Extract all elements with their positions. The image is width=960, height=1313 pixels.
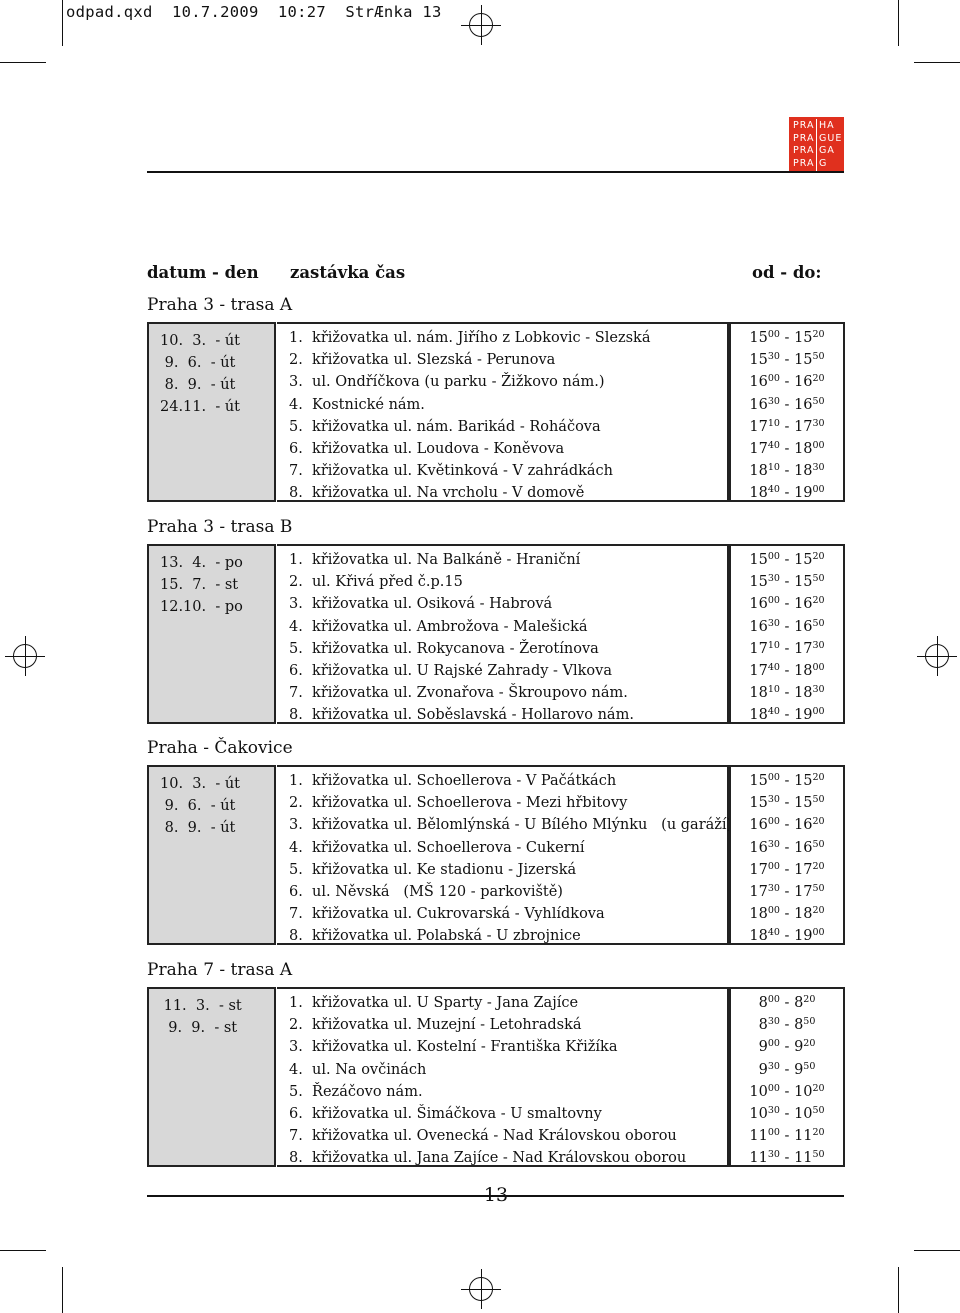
time-range: [731, 1125, 843, 1147]
time-range: [731, 837, 843, 859]
start-hour: 9: [758, 1061, 768, 1078]
time-range: [731, 925, 843, 947]
time-dash: -: [779, 618, 795, 635]
registration-mark: [13, 644, 37, 668]
end-hour: 18: [794, 685, 813, 702]
stop-item: 4. ul. Na ovčinách: [289, 1061, 427, 1078]
start-hour: 10: [749, 1083, 768, 1100]
stop-item: 4. křižovatka ul. Ambrožova - Malešická: [289, 618, 588, 635]
start-minute: 30: [767, 395, 780, 407]
stop-list: [277, 322, 729, 502]
end-hour: 11: [794, 1150, 813, 1167]
start-minute: 10: [767, 639, 780, 651]
end-minute: 20: [812, 551, 825, 562]
start-hour: 15: [749, 330, 768, 346]
stop-list: [277, 544, 729, 724]
end-minute: 30: [812, 462, 825, 474]
time-range: [731, 1147, 843, 1169]
start-minute: 00: [767, 860, 780, 872]
crop-mark: [914, 1250, 960, 1251]
header-date-day: datum - den: [147, 263, 259, 282]
header-from-to: od - do:: [752, 263, 822, 282]
start-minute: 00: [767, 1127, 780, 1139]
end-minute: 20: [812, 772, 825, 783]
collection-date: 11. 3. - st: [159, 998, 242, 1014]
date-box: [147, 544, 276, 724]
stop-item: 8. křižovatka ul. Na vrcholu - V domově: [289, 485, 585, 502]
start-minute: 30: [767, 794, 780, 806]
praha-logo: PRA PRA PRA PRA HA GUE GA G: [789, 117, 844, 173]
start-minute: 30: [767, 838, 780, 850]
start-minute: 10: [767, 462, 780, 474]
end-hour: 15: [794, 330, 813, 346]
start-minute: 40: [767, 706, 780, 718]
collection-date: 13. 4. - po: [160, 555, 243, 571]
time-range: [731, 1059, 843, 1081]
stop-list: [277, 987, 729, 1167]
crop-mark: [898, 0, 899, 46]
time-range: [731, 660, 843, 682]
collection-date: 9. 6. - út: [160, 798, 236, 814]
start-minute: 00: [767, 551, 780, 562]
end-minute: 20: [803, 1038, 816, 1050]
end-minute: 30: [812, 684, 825, 696]
start-minute: 40: [767, 484, 780, 496]
date-box: [147, 322, 276, 502]
time-range: [731, 770, 843, 792]
end-hour: 18: [794, 463, 813, 480]
end-hour: 8: [794, 1017, 804, 1034]
start-hour: 17: [749, 884, 768, 901]
stop-item: 4. křižovatka ul. Schoellerova - Cukerní: [289, 839, 585, 856]
time-dash: -: [779, 817, 795, 834]
start-minute: 10: [767, 417, 780, 429]
time-range: [731, 482, 843, 504]
time-dash: -: [779, 861, 795, 878]
start-hour: 18: [749, 485, 768, 502]
start-minute: 00: [767, 772, 780, 783]
start-hour: 16: [749, 374, 768, 391]
time-range: [731, 1036, 843, 1058]
end-hour: 16: [794, 396, 813, 413]
crop-mark: [0, 62, 46, 63]
end-minute: 50: [812, 1105, 825, 1117]
time-range: [731, 571, 843, 593]
section-title: Praha 3 - trasa A: [147, 295, 293, 315]
start-hour: 17: [749, 418, 768, 435]
time-range: [731, 903, 843, 925]
start-minute: 00: [767, 816, 780, 828]
start-hour: 15: [749, 552, 768, 568]
time-dash: -: [779, 1128, 795, 1145]
stop-item: 4. Kostnické nám.: [289, 396, 425, 413]
end-hour: 8: [794, 995, 804, 1011]
start-minute: 30: [767, 351, 780, 363]
collection-date: 24.11. - út: [160, 399, 241, 415]
stop-item: 1. křižovatka ul. nám. Jiřího z Lobkovic - Slezská: [289, 330, 651, 346]
time-range: [731, 1081, 843, 1103]
end-minute: 50: [812, 351, 825, 363]
time-dash: -: [779, 663, 795, 680]
time-dash: -: [779, 795, 795, 812]
stop-item: 6. křižovatka ul. U Rajské Zahrady - Vlkova: [289, 663, 613, 680]
crop-mark: [62, 1267, 63, 1313]
time-dash: -: [779, 1061, 795, 1078]
stop-item: 1. křižovatka ul. Na Balkáně - Hraniční: [289, 552, 581, 568]
start-minute: 10: [767, 684, 780, 696]
collection-date: 15. 7. - st: [160, 577, 239, 593]
time-range: [731, 992, 843, 1014]
time-dash: -: [779, 441, 795, 458]
time-range: [731, 1103, 843, 1125]
stop-item: 2. křižovatka ul. Muzejní - Letohradská: [289, 1017, 582, 1034]
start-minute: 40: [767, 662, 780, 674]
end-minute: 50: [812, 617, 825, 629]
stop-item: 2. křižovatka ul. Schoellerova - Mezi hřbitovy: [289, 795, 628, 812]
time-dash: -: [779, 995, 795, 1011]
end-minute: 50: [803, 1016, 816, 1028]
end-hour: 19: [794, 707, 813, 724]
time-dash: -: [779, 374, 795, 391]
time-dash: -: [779, 396, 795, 413]
time-dash: -: [779, 1039, 795, 1056]
end-minute: 50: [812, 573, 825, 585]
end-hour: 16: [794, 618, 813, 635]
crop-mark: [898, 1267, 899, 1313]
start-hour: 18: [749, 928, 768, 945]
start-hour: 18: [749, 463, 768, 480]
end-minute: 50: [812, 395, 825, 407]
section-title: Praha 7 - trasa A: [147, 960, 293, 980]
start-minute: 00: [767, 994, 780, 1005]
stop-item: 8. křižovatka ul. Jana Zajíce - Nad Královskou oborou: [289, 1150, 687, 1167]
start-hour: 16: [749, 618, 768, 635]
stop-item: 8. křižovatka ul. Polabská - U zbrojnice: [289, 928, 581, 945]
end-hour: 18: [794, 441, 813, 458]
collection-date: 10. 3. - út: [160, 333, 241, 349]
end-hour: 17: [794, 640, 813, 657]
time-dash: -: [779, 485, 795, 502]
start-hour: 16: [749, 596, 768, 613]
time-range: [731, 438, 843, 460]
time-range: [731, 638, 843, 660]
start-hour: 17: [749, 640, 768, 657]
start-hour: 18: [749, 906, 768, 923]
time-range: [731, 416, 843, 438]
date-box: [147, 987, 276, 1167]
registration-mark: [469, 1277, 493, 1301]
time-dash: -: [779, 928, 795, 945]
time-dash: -: [779, 463, 795, 480]
end-minute: 00: [812, 440, 825, 452]
section-title: Praha 3 - trasa B: [147, 517, 293, 537]
start-hour: 17: [749, 663, 768, 680]
time-range: [731, 1014, 843, 1036]
stop-item: 3. ul. Ondříčkova (u parku - Žižkovo nám.): [289, 374, 605, 391]
start-hour: 8: [758, 995, 768, 1011]
collection-date: 8. 9. - út: [160, 377, 236, 393]
time-dash: -: [779, 884, 795, 901]
end-hour: 11: [794, 1128, 813, 1145]
end-hour: 15: [794, 552, 813, 568]
stop-item: 2. křižovatka ul. Slezská - Perunova: [289, 352, 556, 369]
time-range: [731, 616, 843, 638]
end-hour: 17: [794, 418, 813, 435]
end-hour: 16: [794, 839, 813, 856]
stop-item: 6. křižovatka ul. Loudova - Koněvova: [289, 441, 565, 458]
collection-date: 9. 6. - út: [160, 355, 236, 371]
stop-item: 5. křižovatka ul. nám. Barikád - Roháčova: [289, 418, 601, 435]
end-minute: 30: [812, 639, 825, 651]
start-hour: 15: [749, 352, 768, 369]
section-title: Praha - Čakovice: [147, 738, 293, 758]
end-minute: 00: [812, 706, 825, 718]
time-range: [731, 704, 843, 726]
time-dash: -: [779, 707, 795, 724]
stop-item: 5. křižovatka ul. Ke stadionu - Jizerská: [289, 861, 577, 878]
start-hour: 16: [749, 839, 768, 856]
start-hour: 16: [749, 817, 768, 834]
start-hour: 18: [749, 707, 768, 724]
end-minute: 30: [812, 417, 825, 429]
time-dash: -: [779, 906, 795, 923]
collection-date: 10. 3. - út: [160, 776, 241, 792]
start-minute: 30: [767, 883, 780, 895]
stop-item: 7. křižovatka ul. Zvonařova - Škroupovo nám.: [289, 685, 628, 702]
stop-item: 2. ul. Křivá před č.p.15: [289, 574, 463, 591]
end-minute: 50: [812, 1149, 825, 1161]
end-hour: 10: [794, 1083, 813, 1100]
end-hour: 15: [794, 574, 813, 591]
stop-list: [277, 765, 733, 945]
top-rule: [147, 171, 844, 173]
collection-date: 12.10. - po: [160, 599, 243, 615]
stop-item: 8. křižovatka ul. Soběslavská - Hollarovo nám.: [289, 707, 634, 724]
start-hour: 18: [749, 685, 768, 702]
end-hour: 15: [794, 795, 813, 812]
start-hour: 15: [749, 574, 768, 591]
crop-mark: [62, 0, 63, 46]
start-minute: 00: [767, 373, 780, 385]
stop-item: 7. křižovatka ul. Cukrovarská - Vyhlídkova: [289, 906, 605, 923]
time-dash: -: [779, 1150, 795, 1167]
time-list: [729, 987, 845, 1167]
stop-item: 7. křižovatka ul. Květinková - V zahrádkách: [289, 463, 614, 480]
time-range: [731, 371, 843, 393]
time-dash: -: [779, 685, 795, 702]
time-range: [731, 792, 843, 814]
file-slug: odpad.qxd 10.7.2009 10:27 StrÆnka 13: [66, 3, 442, 21]
end-minute: 50: [803, 1060, 816, 1072]
end-minute: 50: [812, 794, 825, 806]
time-range: [731, 349, 843, 371]
start-hour: 16: [749, 396, 768, 413]
time-dash: -: [779, 1106, 795, 1123]
registration-mark: [469, 13, 493, 37]
time-range: [731, 814, 843, 836]
time-range: [731, 549, 843, 571]
time-dash: -: [779, 596, 795, 613]
end-minute: 20: [812, 905, 825, 917]
stop-item: 6. křižovatka ul. Šimáčkova - U smaltovny: [289, 1106, 602, 1123]
time-dash: -: [779, 330, 795, 346]
time-range: [731, 593, 843, 615]
start-hour: 8: [758, 1017, 768, 1034]
time-dash: -: [779, 640, 795, 657]
collection-date: 8. 9. - út: [160, 820, 236, 836]
time-dash: -: [779, 352, 795, 369]
start-hour: 10: [749, 1106, 768, 1123]
start-minute: 30: [767, 573, 780, 585]
end-minute: 20: [812, 1127, 825, 1139]
end-minute: 20: [812, 860, 825, 872]
time-range: [731, 394, 843, 416]
start-minute: 30: [767, 1060, 780, 1072]
start-hour: 17: [749, 441, 768, 458]
end-hour: 16: [794, 374, 813, 391]
end-hour: 15: [794, 773, 813, 789]
time-range: [731, 682, 843, 704]
start-minute: 00: [767, 1038, 780, 1050]
end-minute: 20: [803, 994, 816, 1005]
start-hour: 11: [749, 1128, 768, 1145]
start-minute: 40: [767, 440, 780, 452]
start-minute: 30: [767, 1105, 780, 1117]
start-minute: 30: [767, 1149, 780, 1161]
start-minute: 00: [767, 905, 780, 917]
stop-item: 6. ul. Něvská (MŠ 120 - parkoviště): [289, 884, 563, 901]
start-hour: 15: [749, 773, 768, 789]
start-hour: 15: [749, 795, 768, 812]
stop-item: 5. Řezáčovo nám.: [289, 1083, 423, 1100]
stop-item: 3. křižovatka ul. Bělomlýnská - U Bílého Mlýnku (u garáží): [289, 817, 733, 834]
time-list: [729, 322, 845, 502]
start-minute: 00: [767, 329, 780, 340]
header-stop: zastávka čas: [290, 263, 406, 282]
end-minute: 50: [812, 883, 825, 895]
end-hour: 17: [794, 884, 813, 901]
time-list: [729, 544, 845, 724]
time-dash: -: [779, 1017, 795, 1034]
end-minute: 20: [812, 329, 825, 340]
crop-mark: [914, 62, 960, 63]
time-dash: -: [779, 552, 795, 568]
time-dash: -: [779, 574, 795, 591]
end-minute: 50: [812, 838, 825, 850]
end-hour: 9: [794, 1039, 804, 1056]
stop-item: 7. křižovatka ul. Ovenecká - Nad Královskou oborou: [289, 1128, 677, 1145]
time-dash: -: [779, 839, 795, 856]
stop-item: 3. křižovatka ul. Kostelní - Františka Křižíka: [289, 1039, 618, 1056]
crop-mark: [0, 1250, 46, 1251]
end-hour: 18: [794, 906, 813, 923]
time-dash: -: [779, 773, 795, 789]
stop-item: 3. křižovatka ul. Osiková - Habrová: [289, 596, 553, 613]
start-minute: 30: [767, 617, 780, 629]
time-range: [731, 460, 843, 482]
end-hour: 10: [794, 1106, 813, 1123]
end-hour: 15: [794, 352, 813, 369]
date-box: [147, 765, 276, 945]
end-hour: 19: [794, 928, 813, 945]
end-minute: 00: [812, 484, 825, 496]
end-hour: 9: [794, 1061, 804, 1078]
time-range: [731, 859, 843, 881]
start-hour: 17: [749, 861, 768, 878]
time-dash: -: [779, 418, 795, 435]
time-range: [731, 327, 843, 349]
start-minute: 30: [767, 1016, 780, 1028]
time-list: [729, 765, 845, 945]
end-hour: 16: [794, 596, 813, 613]
end-minute: 00: [812, 927, 825, 939]
end-minute: 00: [812, 662, 825, 674]
stop-item: 5. křižovatka ul. Rokycanova - Žerotínova: [289, 640, 599, 657]
start-minute: 00: [767, 1082, 780, 1094]
end-hour: 19: [794, 485, 813, 502]
start-minute: 40: [767, 927, 780, 939]
time-range: [731, 881, 843, 903]
end-hour: 16: [794, 817, 813, 834]
end-minute: 20: [812, 1082, 825, 1094]
registration-mark: [925, 644, 949, 668]
start-minute: 00: [767, 595, 780, 607]
end-minute: 20: [812, 816, 825, 828]
time-dash: -: [779, 1083, 795, 1100]
end-minute: 20: [812, 595, 825, 607]
end-minute: 20: [812, 373, 825, 385]
start-hour: 9: [758, 1039, 768, 1056]
collection-date: 9. 9. - st: [159, 1020, 238, 1036]
end-hour: 18: [794, 663, 813, 680]
page-number: 13: [483, 1184, 509, 1206]
end-hour: 17: [794, 861, 813, 878]
start-hour: 11: [749, 1150, 768, 1167]
stop-item: 1. křižovatka ul. U Sparty - Jana Zajíce: [289, 995, 579, 1011]
stop-item: 1. křižovatka ul. Schoellerova - V Pačátkách: [289, 773, 617, 789]
